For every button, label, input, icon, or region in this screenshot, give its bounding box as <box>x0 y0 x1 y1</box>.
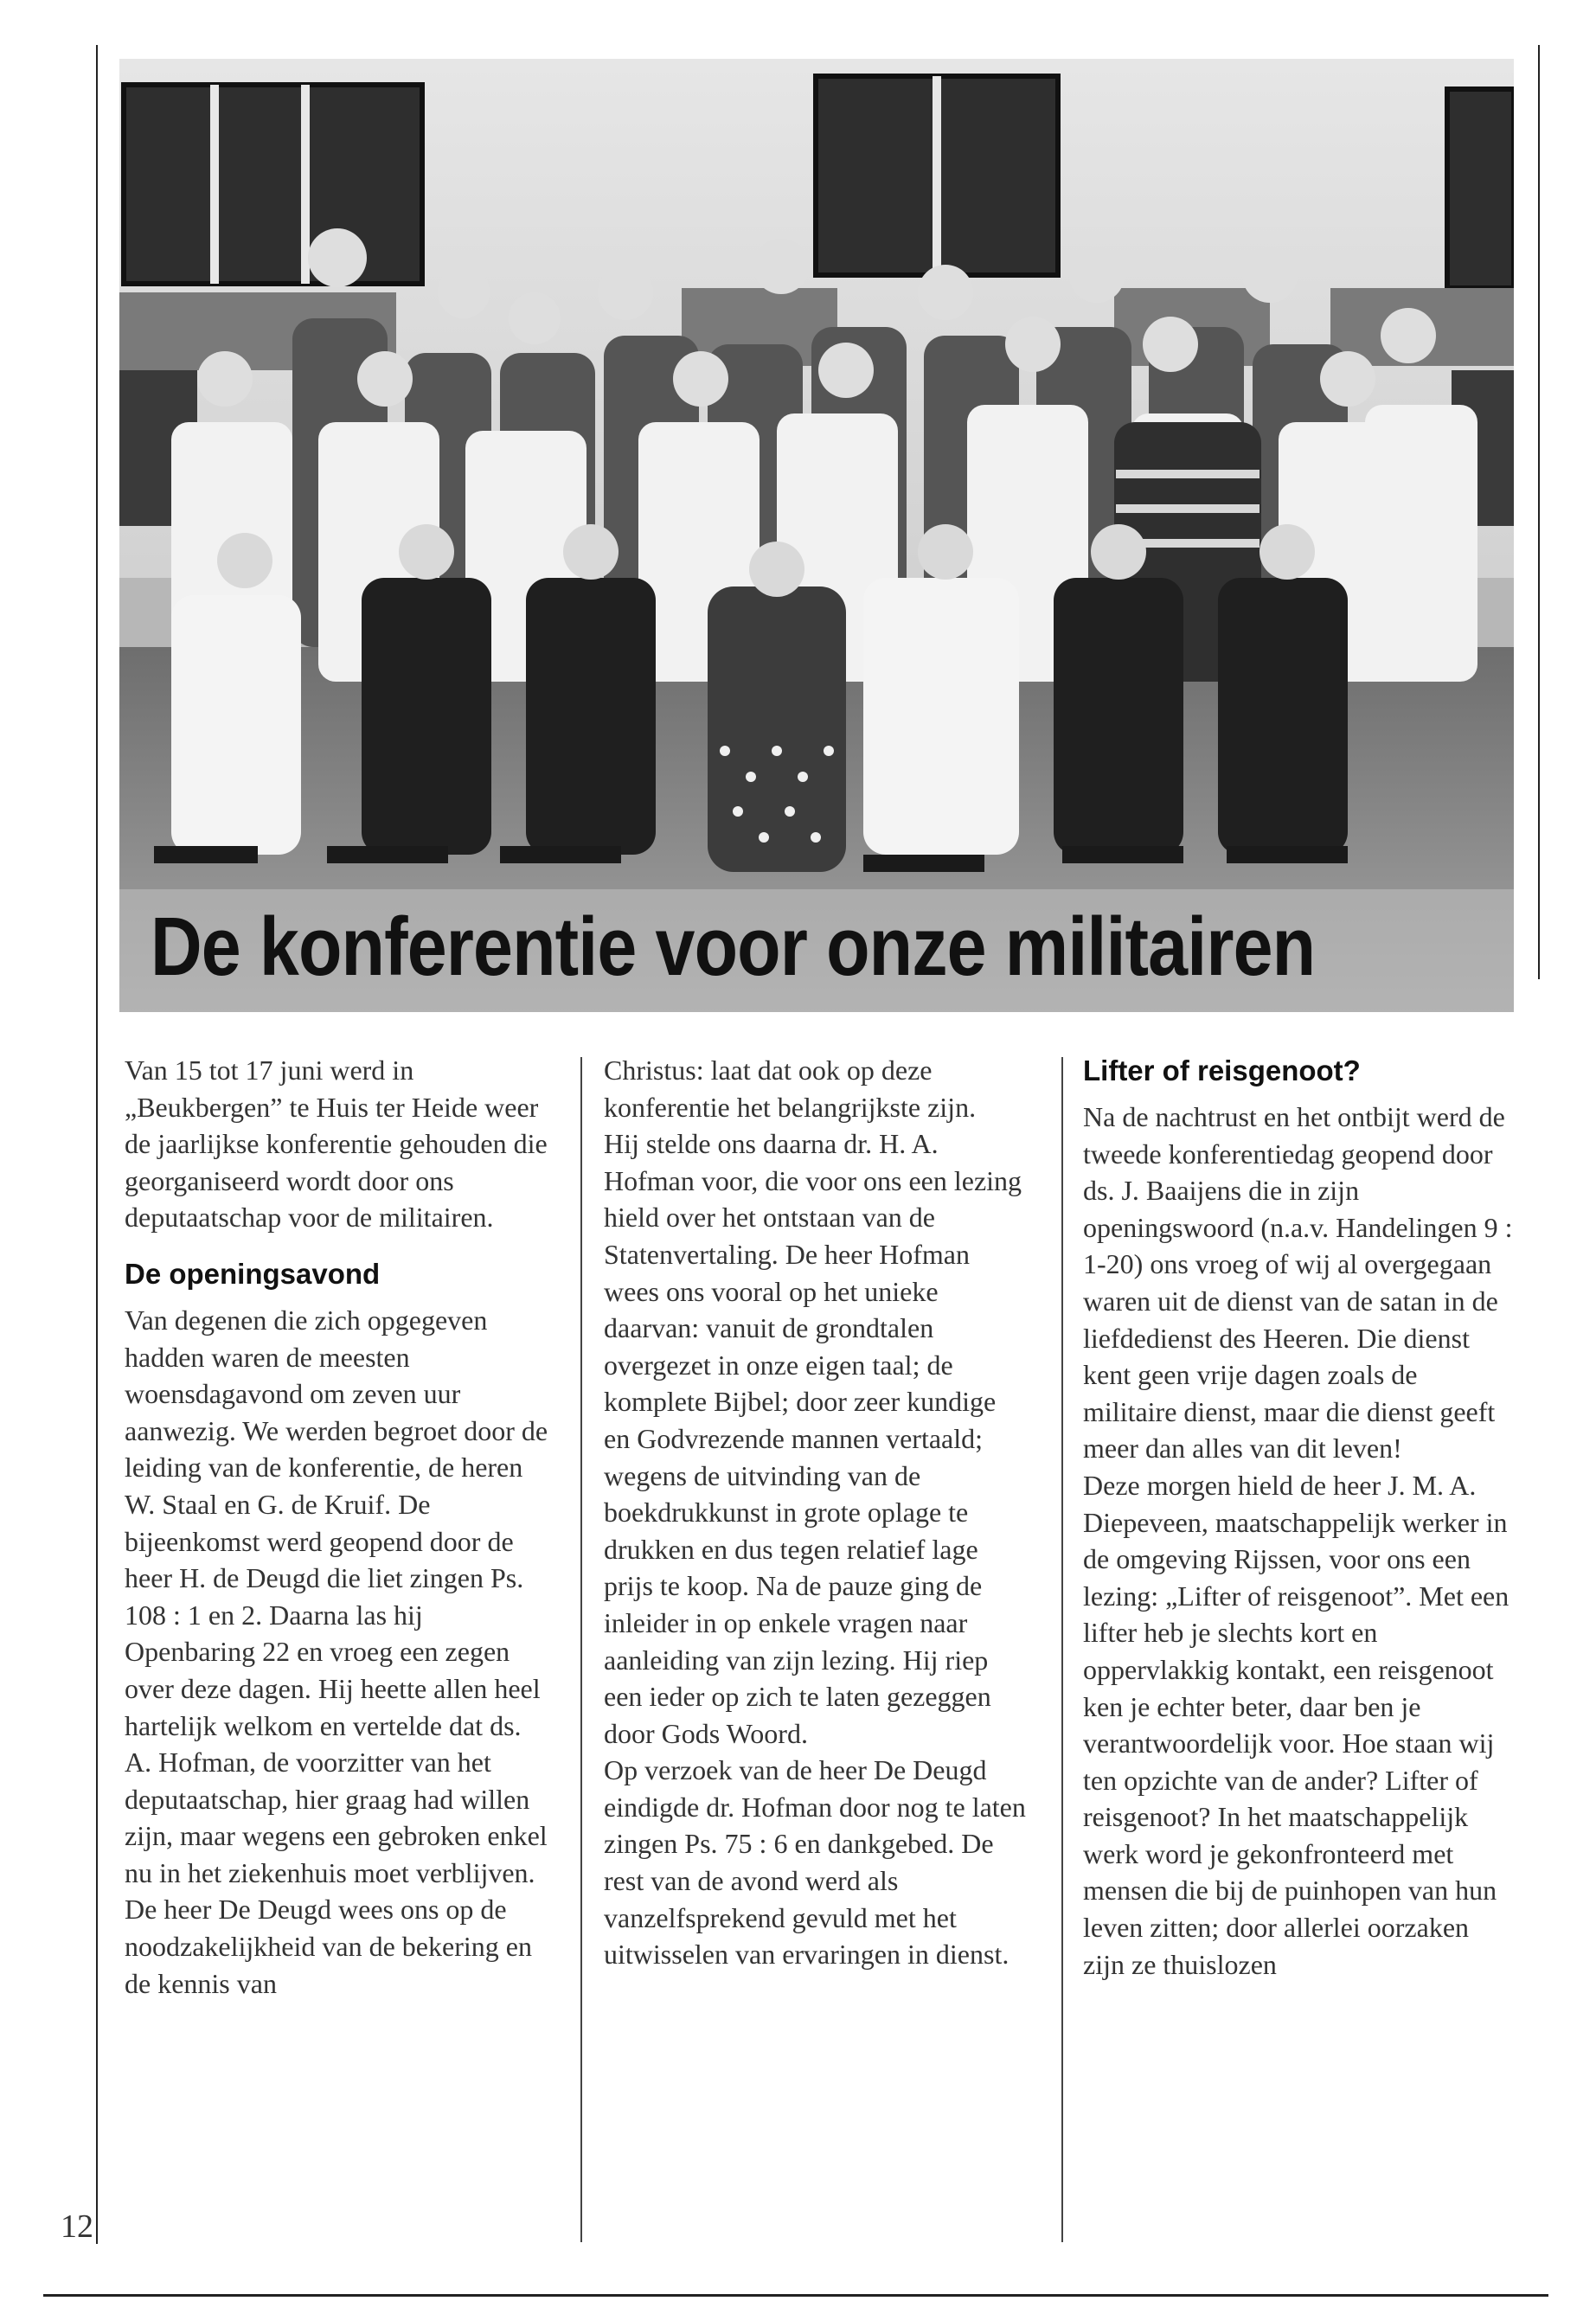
article-headline: De konferentie voor onze militairen <box>151 901 1316 993</box>
body-paragraph: Christus: laat dat ook op deze konferentie het belangrijkste zijn. <box>604 1054 977 1123</box>
section-heading-lifter-of-reisgenoot: Lifter of reisgenoot? <box>1083 1054 1361 1086</box>
article-column-2 <box>604 1052 1028 1973</box>
column-divider <box>580 1057 582 2242</box>
body-paragraph: Van degenen die zich opgegeven hadden waren de meesten woensdagavond om zeven uur aanwezig. We werden begroet door de leiding van de konferentie, de heren W. Staal en G. de Kruif. De bijeenkomst werd geopend door de heer H. de Deugd die liet zingen Ps. 108 : 1 en 2. Daarna las hij Openbaring 22 en vroeg een zegen over deze dagen. Hij heette allen heel hartelijk welkom en vertelde dat ds. A. Hofman, de voorzitter van het deputaatschap, hier graag had willen zijn, maar wegens een gebroken enkel nu in het ziekenhuis moet verblijven. De heer De Deugd wees ons op de noodzakelijkheid van de bekering en de kennis van <box>125 1304 548 1999</box>
column-divider <box>1061 1057 1063 2242</box>
right-column-rule <box>1538 45 1540 979</box>
article-column-3 <box>1083 1052 1516 1983</box>
body-paragraph: Op verzoek van de heer De Deugd eindigde dr. Hofman door nog te laten zingen Ps. 75 : 6 en dankgebed. De rest van de avond werd als vanzelfsprekend gevuld met het uitwisselen van ervaringen in dienst. <box>604 1754 1026 1971</box>
body-paragraph: Hij stelde ons daarna dr. H. A. Hofman voor, die voor ons een lezing hield over het ontstaan van de Statenvertaling. De heer Hofman wees ons vooral op het unieke daarvan: vanuit de grondtalen overgezet in onze eigen taal; de komplete Bijbel; door zeer kundige en Godvrezende mannen vertaald; wegens de uitvinding van de boekdrukkunst in grote oplage te drukken en dus tegen relatief lage prijs te koop. Na de pauze ging de inleider in op enkele vragen naar aanleiding van zijn lezing. Hij riep een ieder op zich te laten gezeggen door Gods Woord. <box>604 1128 1022 1749</box>
body-paragraph: Deze morgen hield de heer J. M. A. Diepeveen, maatschappelijk werker in de omgeving Rijssen, voor ons een lezing: „Lifter of reisgenoot”. Met een lifter heb je slechts kort en oppervlakkig kontakt, een reisgenoot ken je echter beter, daar ben je verantwoordelijk voor. Hoe staan wij ten opzichte van de ander? Lifter of reisgenoot? In het maatschappelijk werk word je gekonfronteerd met mensen die bij de puinhopen van hun leven zitten; door allerlei oorzaken zijn ze thuislozen <box>1083 1469 1509 1980</box>
bottom-rule <box>43 2294 1548 2297</box>
group-photo <box>119 59 1514 1012</box>
intro-paragraph: Van 15 tot 17 juni werd in „Beukbergen” te Huis ter Heide weer de jaarlijkse konferentie gehouden die georganiseerd wordt door ons deputaatschap voor de militairen. <box>125 1054 548 1234</box>
section-heading-openingsavond: De openingsavond <box>125 1257 381 1290</box>
page-number: 12 <box>61 2208 93 2245</box>
left-column-rule <box>96 45 98 2244</box>
article-column-1 <box>125 1052 548 2002</box>
body-paragraph: Na de nachtrust en het ontbijt werd de tweede konferentiedag geopend door ds. J. Baaijens die in zijn openingswoord (n.a.v. Handelingen 9 : 1-20) ons vroeg of wij al overgegaan waren uit de dienst van de satan in de liefdedienst des Heeren. Die dienst kent geen vrije dagen zoals de militaire dienst, maar die dienst geeft meer dan alles van dit leven! <box>1083 1101 1513 1465</box>
